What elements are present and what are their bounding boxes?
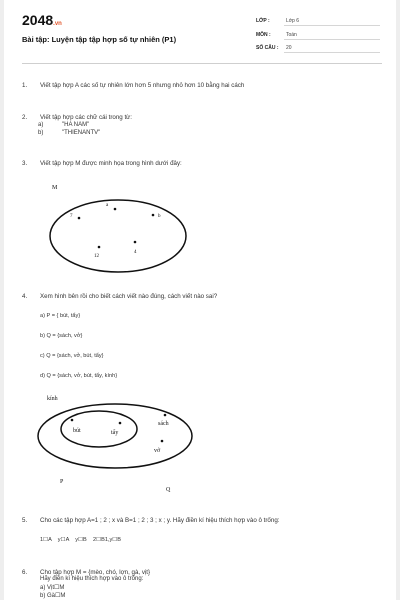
elem-dot-a <box>114 208 117 211</box>
q2-b-label: b) <box>38 130 44 136</box>
set-q-label: Q <box>166 487 171 493</box>
set-pq-diagram <box>38 396 192 493</box>
set-m-ellipse <box>50 200 186 272</box>
q6-b: b) Gà☐M <box>40 593 66 599</box>
elem-dot-sach <box>164 414 167 417</box>
q4-option-c: c) Q = {sách, vở, bút, tẩy} <box>40 353 104 359</box>
elem-dot-but <box>71 419 74 422</box>
elem-dot-b <box>152 214 155 217</box>
q2-b-text: "THIENANTV" <box>62 130 101 136</box>
q4-option-a: a) P = { bút, tẩy} <box>40 313 81 319</box>
elem-dot-7 <box>78 217 81 220</box>
elem-label-tay: tẩy <box>111 430 119 436</box>
q6-a: a) Vịt☐M <box>40 585 65 591</box>
info-subject: MÔN : Toán <box>256 30 380 40</box>
elem-label-but: bút <box>73 428 81 434</box>
elem-dot-vo <box>161 440 164 443</box>
set-q-ellipse <box>38 404 192 468</box>
info-class: LỚP : Lớp 6 <box>256 16 380 26</box>
elem-dot-tay <box>119 422 122 425</box>
elem-label-vo: vở <box>154 448 161 454</box>
elem-dot-4 <box>134 241 137 244</box>
elem-label-b: b <box>158 214 161 219</box>
elem-label-7: 7 <box>70 214 73 219</box>
elem-label-a: a <box>106 203 109 208</box>
worksheet-page: 2048.vn Bài tập: Luyện tập tập hợp số tự nhiên (P1) LỚP : Lớp 6 MÔN : Toán SỐ CÂU : 20 1. Viết tập hợp A các số tự nhiên lớn hơn 5 nhưng nhỏ hơn 10 bằng hai cách 2. Viết tập hợp các chữ cái trong từ: a) "HA NAM" b) "THIENANTV" 3. Viết tập hợp M được minh họa trong hình dưới đây: M 7 a b 12 4 kính bút tẩy sách vở P Q 4. Xem hình bên rồi cho biết cách viết nào đúng, cách viết nào sai? a) P = { bút, tẩy} b) Q = {sách, vở} c) Q = {sách, vở, bút, tẩy} d) Q = {sách, vở, bút, tẩy, kính} 5. Cho các tập hợp A=1 ; 2 ; x và B=1 ; 2 ; 3 ; x ; y. Hãy điền kí hiệu thích hợp vào ô trống: 1☐A y☐A y☐B 2☐B1,y☐B 6. Cho tập hợp M = {mèo, chó, lợn, gà, vịt} Hãy điền kí hiệu thích hợp vào ô trống: a) Vịt☐M b) Gà☐M <box>4 0 396 600</box>
set-m-label: M <box>52 185 58 191</box>
elem-label-4: 4 <box>134 250 137 255</box>
header <box>4 0 396 62</box>
info-question-count: SỐ CÂU : 20 <box>256 43 380 53</box>
q4-option-d: d) Q = {sách, vở, bút, tẩy, kính} <box>40 373 118 379</box>
set-m-diagram <box>50 185 186 272</box>
elem-label-sach: sách <box>158 421 169 427</box>
q6-instruction: Hãy điền kí hiệu thích hợp vào ô trống: <box>40 576 144 582</box>
set-p-ellipse <box>61 411 137 447</box>
q2-a-label: a) <box>38 122 44 128</box>
elem-label-kinh: kính <box>47 396 58 402</box>
elem-label-12: 12 <box>94 254 99 259</box>
set-p-label: P <box>60 479 64 485</box>
page-title: Bài tập: Luyện tập tập hợp số tự nhiên (P1) <box>22 35 177 44</box>
site-logo[interactable]: 2048.vn <box>22 12 62 28</box>
q4-option-b: b) Q = {sách, vở} <box>40 333 83 339</box>
header-divider <box>22 63 382 64</box>
q2-a-text: "HA NAM" <box>62 122 90 128</box>
q5-answer-row: 1☐A y☐A y☐B 2☐B1,y☐B <box>40 537 122 543</box>
elem-dot-12 <box>98 246 101 249</box>
